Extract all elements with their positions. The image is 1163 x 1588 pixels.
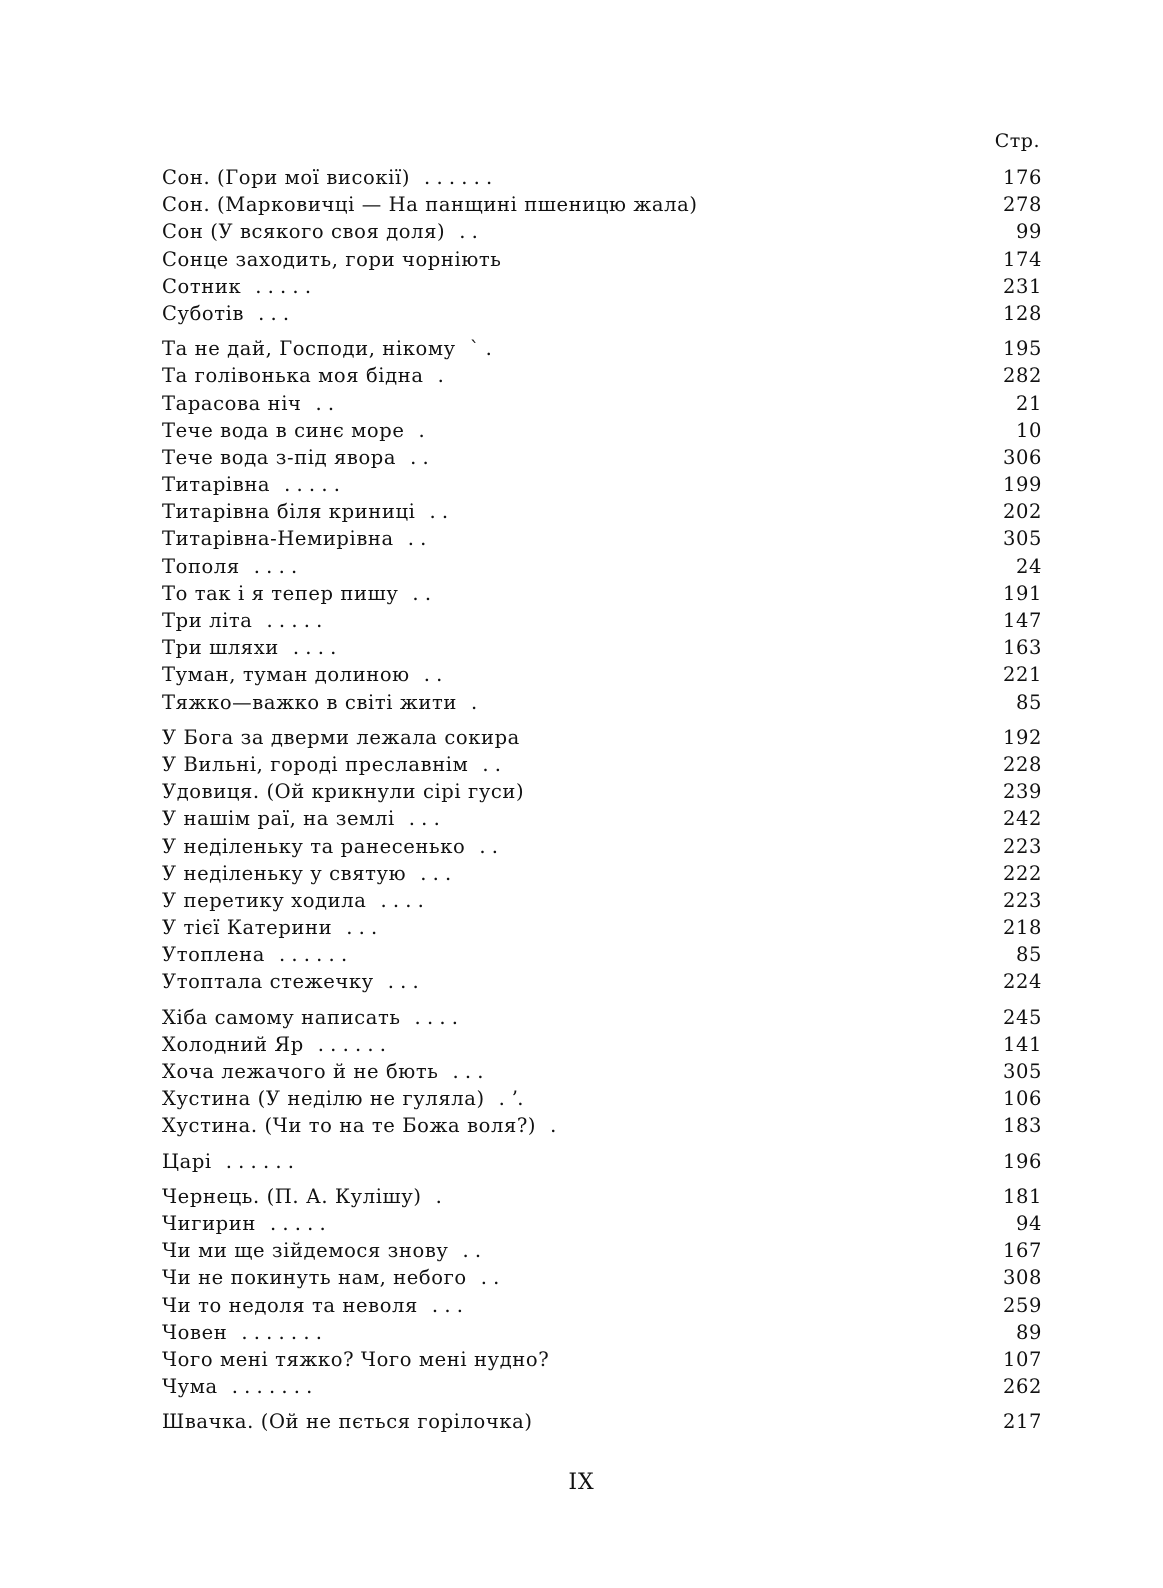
toc-entry: [162, 390, 1042, 417]
entry-page-number: 106: [1002, 1087, 1042, 1111]
entry-page-number: 224: [1002, 970, 1042, 994]
entry-title: У Бога за дверми лежала сокира: [162, 725, 520, 749]
entry-page-number: 217: [1002, 1410, 1042, 1434]
toc-entry: [162, 661, 1042, 688]
entry-page-number: 85: [1015, 943, 1042, 967]
entry-title: Чого мені тяжко? Чого мені нудно?: [162, 1347, 550, 1371]
entry-title: Чи не покинуть нам, небого: [162, 1266, 467, 1290]
entry-title: Чи ми ще зійдемося знову: [162, 1239, 449, 1263]
dot-leader: . .: [459, 220, 478, 244]
entry-title: Чигирин: [162, 1211, 256, 1235]
toc-group: [162, 335, 1042, 716]
toc-entry: [162, 968, 1042, 995]
entry-title: Удовиця. (Ой крикнули сірі гуси): [162, 780, 525, 804]
toc-entry: [162, 1031, 1042, 1058]
dot-leader: .: [471, 690, 478, 714]
toc-entry: [162, 273, 1042, 300]
entry-page-number: 308: [1002, 1266, 1042, 1290]
toc-entry: [162, 335, 1042, 362]
dot-leader: .: [437, 364, 444, 388]
toc-entry: [162, 778, 1042, 805]
toc-entry: [162, 1148, 1042, 1175]
dot-leader: . . . . . .: [278, 943, 348, 967]
entry-page-number: 85: [1015, 690, 1042, 714]
entry-page-number: 181: [1002, 1184, 1042, 1208]
entry-title: Чернець. (П. А. Кулішу): [162, 1184, 422, 1208]
entry-title: Туман, туман долиною: [162, 663, 410, 687]
dot-leader: . . . . . . .: [231, 1375, 313, 1399]
entry-page-number: 176: [1002, 166, 1042, 189]
toc-entry: [162, 689, 1042, 716]
dot-leader: . . . . .: [269, 1211, 326, 1235]
toc-entry: [162, 607, 1042, 634]
entry-title: Сон (У всякого своя доля): [162, 220, 446, 244]
entry-page-number: 305: [1002, 1060, 1042, 1083]
entry-title: Сонце заходить, гори чорніють: [162, 247, 502, 271]
entry-page-number: 223: [1002, 834, 1042, 858]
entry-title: Титарівна: [162, 473, 271, 497]
toc-entry: [162, 1319, 1042, 1346]
dot-leader: . .: [315, 391, 335, 415]
dot-leader: . ʼ.: [498, 1087, 524, 1111]
entry-title: Тече вода в синє море: [162, 418, 405, 442]
toc-entry: [162, 498, 1042, 525]
entry-page-number: 167: [1002, 1239, 1042, 1263]
toc-entry: [162, 1085, 1042, 1112]
entry-page-number: 10: [1015, 418, 1042, 442]
entry-title: Сотник: [162, 274, 242, 298]
entry-page-number: 242: [1002, 807, 1042, 831]
entry-page-number: 228: [1002, 752, 1042, 776]
entry-title: Хіба самому написать: [162, 1005, 401, 1029]
toc-entry: [162, 887, 1042, 914]
entry-page-number: 141: [1002, 1032, 1042, 1056]
entry-page-number: 24: [1015, 554, 1042, 578]
entry-page-number: 259: [1002, 1293, 1042, 1317]
toc-entry: [162, 941, 1042, 968]
toc-entry: [162, 164, 1042, 191]
toc-group: [162, 1408, 1042, 1435]
dot-leader: .: [435, 1184, 442, 1208]
entry-title: Тарасова ніч: [162, 391, 302, 415]
entry-page-number: 128: [1002, 301, 1042, 325]
entry-title: Тече вода з-під явора: [162, 445, 397, 469]
entry-title: У неділеньку у святую: [162, 861, 407, 885]
toc-entry: [162, 525, 1042, 552]
dot-leader: . .: [462, 1239, 482, 1263]
entry-title: Сон. (Марковичці — На панщині пшеницю жала): [162, 193, 698, 217]
dot-leader: . . . . . .: [424, 166, 493, 189]
entry-title: У тієї Катерини: [162, 916, 333, 940]
dot-leader: .: [550, 1114, 557, 1138]
entry-title: Хоча лежачого й не бють: [162, 1060, 439, 1083]
toc-entry: [162, 246, 1042, 273]
entry-title: У перетику ходила: [162, 888, 367, 912]
entry-title: Холодний Яр: [162, 1032, 304, 1056]
toc-entry: [162, 860, 1042, 887]
entry-page-number: 262: [1002, 1375, 1042, 1399]
entry-page-number: 163: [1002, 636, 1042, 660]
toc-entry: [162, 444, 1042, 471]
toc-group: [162, 724, 1042, 996]
entry-page-number: 21: [1015, 391, 1042, 415]
dot-leader: . . . .: [253, 554, 298, 578]
entry-title: Чи то недоля та неволя: [162, 1293, 418, 1317]
entry-title: Титарівна біля криниці: [162, 500, 416, 524]
entry-title: Та голівонька моя бідна: [162, 364, 424, 388]
entry-page-number: 305: [1002, 527, 1042, 551]
entry-title: Сон. (Гори мої високії): [162, 166, 411, 189]
entry-page-number: 218: [1002, 916, 1042, 940]
entry-page-number: 239: [1002, 780, 1042, 804]
toc-group: [162, 1183, 1042, 1401]
toc-entry: [162, 1112, 1042, 1139]
entry-title: Хустина (У неділю не гуляла): [162, 1087, 485, 1111]
entry-title: То так і я тепер пишу: [162, 581, 399, 605]
toc-entry: [162, 1373, 1042, 1400]
toc-entry: [162, 362, 1042, 389]
entry-title: Три шляхи: [162, 636, 279, 660]
dot-leader: ` .: [469, 337, 492, 361]
entry-page-number: 147: [1002, 609, 1042, 632]
entry-title: Суботів: [162, 301, 245, 325]
entry-title: Тяжко—важко в світі жити: [162, 690, 457, 714]
toc-entry: [162, 1183, 1042, 1210]
dot-leader: . . . . . .: [225, 1149, 294, 1173]
toc-entry: [162, 634, 1042, 661]
entry-page-number: 245: [1002, 1005, 1042, 1029]
entry-title: Човен: [162, 1320, 228, 1344]
toc-group: [162, 164, 1042, 327]
toc-entry: [162, 1237, 1042, 1264]
dot-leader: . . . .: [380, 888, 424, 912]
toc-entry: [162, 1292, 1042, 1319]
dot-leader: . . . .: [292, 636, 337, 660]
toc-entry: [162, 1004, 1042, 1031]
toc-group: [162, 1004, 1042, 1140]
dot-leader: . .: [423, 663, 443, 687]
toc-entry: [162, 805, 1042, 832]
entry-page-number: 222: [1002, 861, 1042, 885]
toc-entry: [162, 218, 1042, 245]
entry-title: У нашім раї, на землі: [162, 807, 395, 831]
entry-title: У Вильні, городі преславнім: [162, 752, 469, 776]
toc-entry: [162, 580, 1042, 607]
dot-leader: . .: [480, 1266, 500, 1290]
toc-entry: [162, 1408, 1042, 1435]
entry-title: У неділеньку та ранесенько: [162, 834, 466, 858]
toc-entry: [162, 1264, 1042, 1291]
dot-leader: . . . . .: [255, 274, 312, 298]
entry-page-number: 195: [1002, 337, 1042, 361]
toc-entry: [162, 553, 1042, 580]
entry-title: Тополя: [162, 554, 240, 578]
entry-title: Утоптала стежечку: [162, 970, 374, 994]
entry-title: Та не дай, Господи, нікому: [162, 337, 456, 361]
table-of-contents: [162, 164, 1042, 1443]
entry-page-number: 174: [1002, 247, 1042, 271]
dot-leader: .: [418, 418, 425, 442]
entry-page-number: 192: [1002, 725, 1042, 749]
entry-page-number: 282: [1002, 364, 1042, 388]
entry-page-number: 89: [1015, 1320, 1042, 1344]
dot-leader: . . .: [346, 916, 378, 940]
entry-page-number: 191: [1002, 581, 1042, 605]
toc-entry: [162, 914, 1042, 941]
toc-entry: [162, 191, 1042, 218]
entry-page-number: 306: [1002, 445, 1042, 469]
dot-leader: . . . . .: [266, 609, 323, 632]
entry-title: Титарівна-Немирівна: [162, 527, 394, 551]
page-column-header: Стр.: [994, 130, 1040, 152]
toc-entry: [162, 1210, 1042, 1237]
toc-entry: [162, 417, 1042, 444]
page-folio: IX: [568, 1470, 595, 1495]
toc-entry: [162, 300, 1042, 327]
entry-page-number: 202: [1002, 500, 1042, 524]
entry-page-number: 107: [1002, 1347, 1042, 1371]
dot-leader: . . .: [452, 1060, 484, 1083]
entry-page-number: 94: [1015, 1211, 1042, 1235]
entry-title: Хустина. (Чи то на те Божа воля?): [162, 1114, 537, 1138]
entry-page-number: 231: [1002, 274, 1042, 298]
toc-entry: [162, 833, 1042, 860]
dot-leader: . .: [412, 581, 432, 605]
dot-leader: . . .: [387, 970, 419, 994]
toc-group: [162, 1148, 1042, 1175]
dot-leader: . . . . . . .: [241, 1320, 322, 1344]
entry-page-number: 278: [1002, 193, 1042, 217]
toc-entry: [162, 1346, 1042, 1373]
dot-leader: . .: [479, 834, 498, 858]
entry-title: Утоплена: [162, 943, 265, 967]
dot-leader: . .: [429, 500, 449, 524]
dot-leader: . .: [407, 527, 427, 551]
toc-entry: [162, 724, 1042, 751]
entry-page-number: 196: [1002, 1149, 1042, 1173]
toc-entry: [162, 1058, 1042, 1085]
dot-leader: . .: [482, 752, 502, 776]
dot-leader: . . .: [420, 861, 452, 885]
dot-leader: . . .: [431, 1293, 463, 1317]
dot-leader: . . . .: [414, 1005, 458, 1029]
entry-title: Царі: [162, 1149, 212, 1173]
toc-entry: [162, 471, 1042, 498]
dot-leader: . . .: [258, 301, 290, 325]
entry-page-number: 99: [1015, 220, 1042, 244]
entry-title: Три літа: [162, 609, 253, 632]
dot-leader: . . .: [408, 807, 440, 831]
entry-title: Швачка. (Ой не пється горілочка): [162, 1410, 533, 1434]
dot-leader: . . . . . .: [317, 1032, 386, 1056]
toc-entry: [162, 751, 1042, 778]
dot-leader: . .: [410, 445, 429, 469]
entry-page-number: 199: [1002, 473, 1042, 497]
entry-page-number: 183: [1002, 1114, 1042, 1138]
entry-page-number: 223: [1002, 888, 1042, 912]
dot-leader: . . . . .: [284, 473, 340, 497]
entry-title: Чума: [162, 1375, 218, 1399]
entry-page-number: 221: [1002, 663, 1042, 687]
